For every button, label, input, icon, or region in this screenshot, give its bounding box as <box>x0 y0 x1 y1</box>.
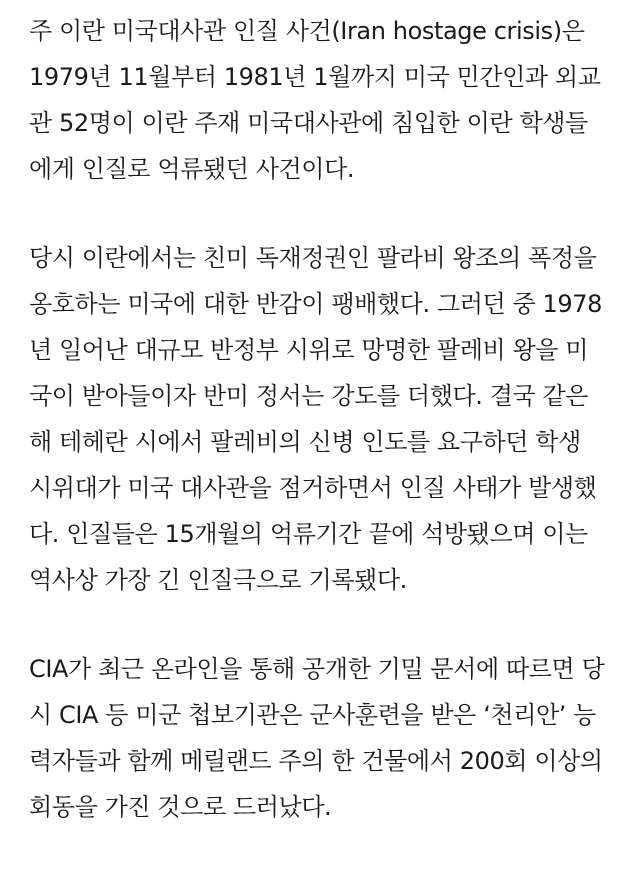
text-line: 시위대가 미국 대사관을 점거하면서 인질 사태가 발생했 <box>29 474 597 502</box>
text-line: 역사상 가장 긴 인질극으로 기록됐다. <box>29 566 407 594</box>
paragraph-background <box>29 235 629 603</box>
text-line: 시 CIA 등 미군 첩보기관은 군사훈련을 받은 ‘천리안’ 능 <box>29 701 597 729</box>
text-line: 년 일어난 대규모 반정부 시위로 망명한 팔레비 왕을 미 <box>29 336 589 364</box>
text-line: 에게 인질로 억류됐던 사건이다. <box>29 155 355 183</box>
text-line: 해 테헤란 시에서 팔레비의 신병 인도를 요구하던 학생 <box>29 428 581 456</box>
text-line: 당시 이란에서는 친미 독재정권인 팔라비 왕조의 폭정을 <box>29 244 597 272</box>
article-body <box>29 8 629 830</box>
text-line: 주 이란 미국대사관 인질 사건(Iran hostage crisis)은 <box>29 17 585 45</box>
text-line: 력자들과 함께 메릴랜드 주의 한 건물에서 200회 이상의 <box>29 747 603 775</box>
text-line: 회동을 가진 것으로 드러났다. <box>29 793 332 821</box>
paragraph-cia-documents <box>29 646 629 830</box>
paragraph-hostage-crisis-intro <box>29 8 629 192</box>
text-line: CIA가 최근 온라인을 통해 공개한 기밀 문서에 따르면 당 <box>29 655 605 683</box>
text-line: 옹호하는 미국에 대한 반감이 팽배했다. 그러던 중 1978 <box>29 290 602 318</box>
text-line: 다. 인질들은 15개월의 억류기간 끝에 석방됐으며 이는 <box>29 520 588 548</box>
text-line: 국이 받아들이자 반미 정서는 강도를 더했다. 결국 같은 <box>29 382 589 410</box>
text-line: 관 52명이 이란 주재 미국대사관에 침입한 이란 학생들 <box>29 109 588 137</box>
text-line: 1979년 11월부터 1981년 1월까지 미국 민간인과 외교 <box>29 63 601 91</box>
